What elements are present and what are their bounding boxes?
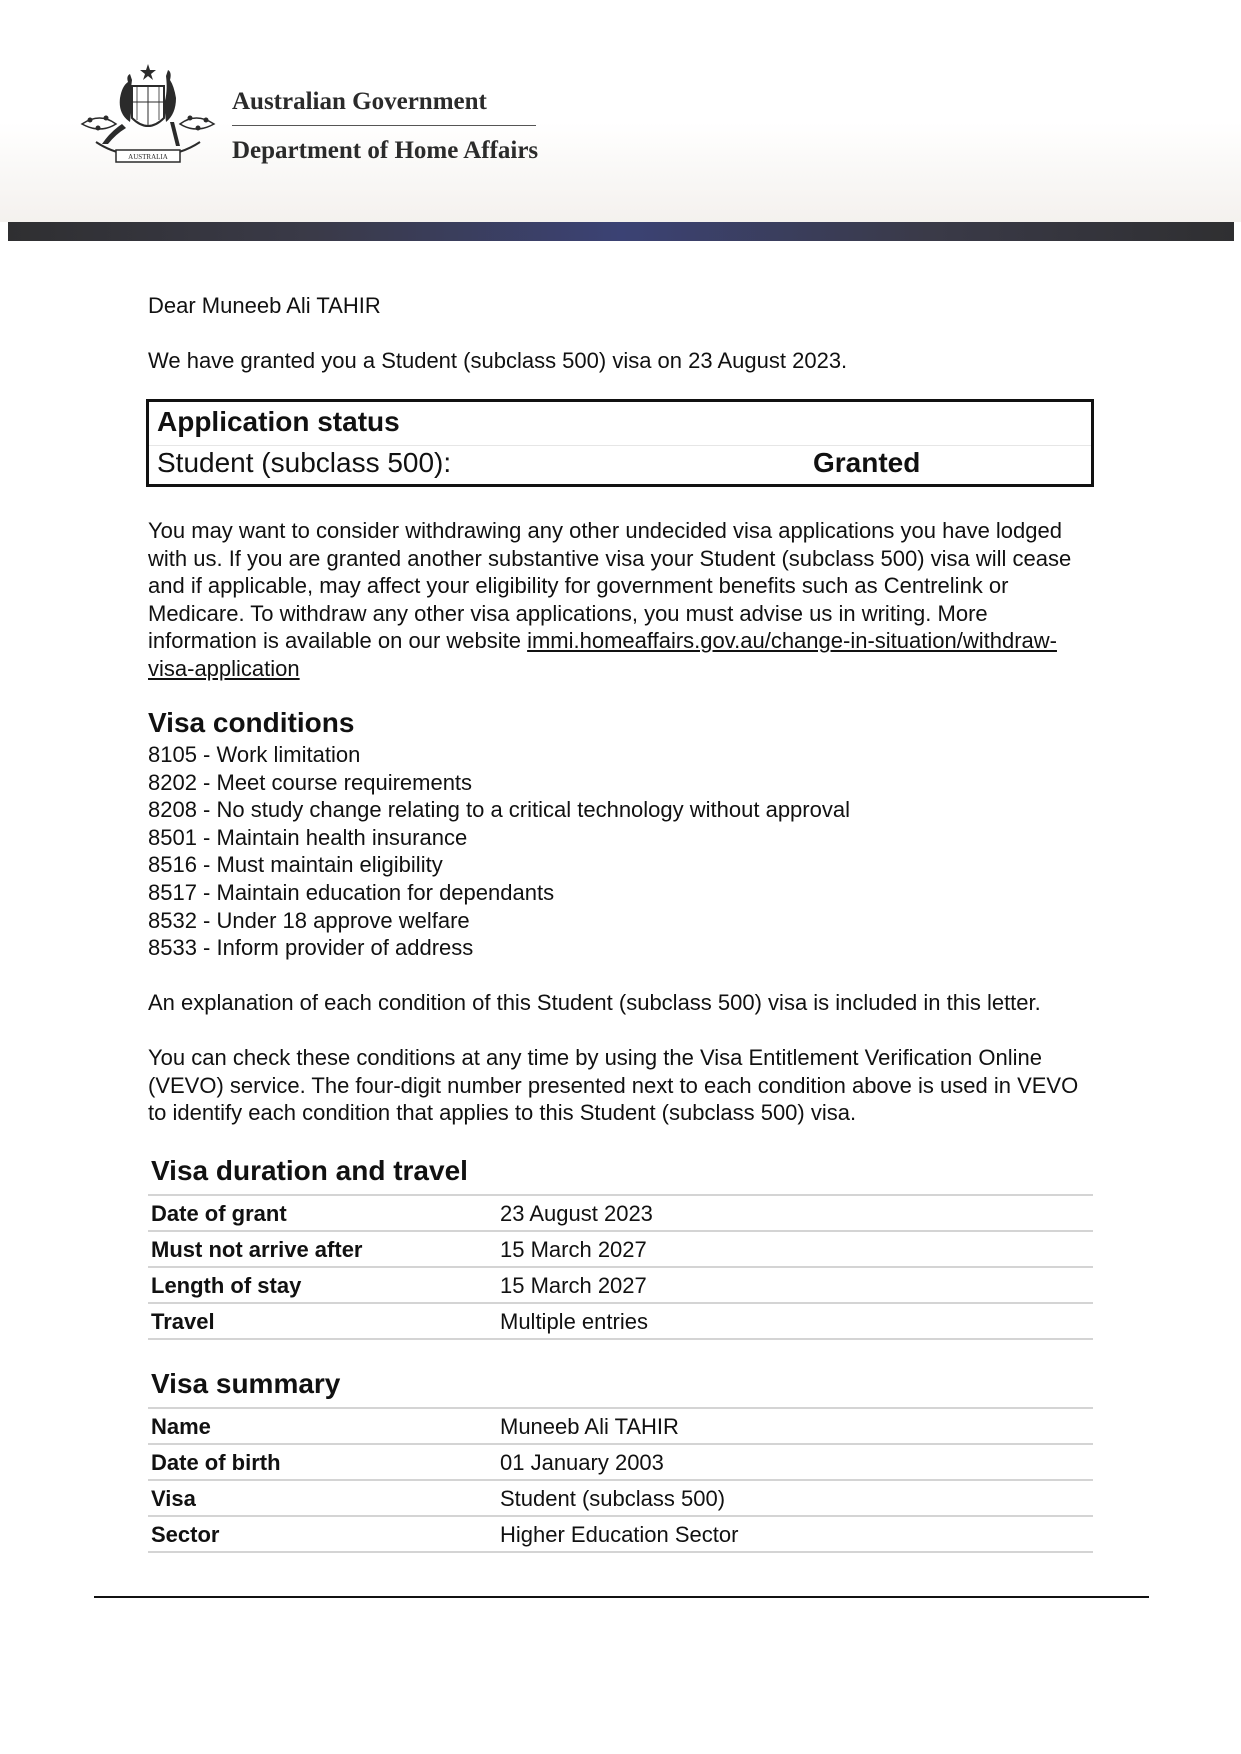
table-row [148, 1517, 1093, 1553]
table-row [148, 1409, 1093, 1445]
vevo-paragraph: You can check these conditions at any time by using the Visa Entitlement Verification Online (VEVO) service. The four-digit number presented next to each condition above is used in VEVO to identify each condition that applies to this Student (subclass 500) visa. [148, 1045, 1079, 1126]
condition-item: 8532 - Under 18 approve welfare [148, 907, 470, 933]
table-row [148, 1304, 1093, 1340]
table-row [148, 1481, 1093, 1517]
footer-divider [94, 1596, 1149, 1598]
condition-item: 8501 - Maintain health insurance [148, 824, 468, 850]
status-title: Application status [157, 406, 400, 437]
condition-item: 8533 - Inform provider of address [148, 935, 474, 961]
row-label: Sector [151, 1522, 220, 1547]
condition-item: 8516 - Must maintain eligibility [148, 852, 443, 878]
row-value: 01 January 2003 [500, 1450, 664, 1475]
letterhead [0, 0, 1241, 222]
row-label: Date of birth [151, 1450, 281, 1475]
conditions-explanation: An explanation of each condition of this Student (subclass 500) visa is included in this letter. [148, 990, 1041, 1015]
conditions-heading: Visa conditions [148, 707, 355, 738]
table-row [148, 1232, 1093, 1268]
condition-item: 8208 - No study change relating to a critical technology without approval [148, 797, 850, 823]
row-label: Visa [151, 1486, 196, 1511]
withdraw-paragraph [148, 517, 1088, 683]
row-value: 15 March 2027 [500, 1273, 647, 1298]
row-value: Multiple entries [500, 1309, 648, 1334]
duration-heading: Visa duration and travel [151, 1155, 468, 1186]
application-status-box [146, 399, 1094, 487]
summary-table [148, 1407, 1093, 1553]
row-label: Travel [151, 1309, 215, 1334]
status-divider [149, 445, 1091, 446]
row-label: Date of grant [151, 1201, 287, 1226]
condition-item: 8105 - Work limitation [148, 742, 361, 767]
government-title: Australian Government [232, 88, 487, 115]
withdraw-link[interactable]: immi.homeaffairs.gov.au/change-in-situation/withdraw-visa-application [148, 628, 1057, 681]
status-visa-label: Student (subclass 500): [157, 447, 452, 478]
status-value: Granted [813, 447, 921, 478]
table-row [148, 1196, 1093, 1232]
table-row [148, 1445, 1093, 1481]
department-title: Department of Home Affairs [232, 137, 539, 164]
row-label: Must not arrive after [151, 1237, 363, 1262]
summary-heading: Visa summary [151, 1368, 341, 1399]
duration-table [148, 1194, 1093, 1340]
row-label: Name [151, 1414, 211, 1439]
row-label: Length of stay [151, 1273, 302, 1298]
row-value: Higher Education Sector [500, 1522, 739, 1547]
conditions-list [148, 741, 850, 962]
withdraw-text: You may want to consider withdrawing any other undecided visa applications you have lodged with us. If you are granted another substantive visa your Student (subclass 500) visa will cease and if applicable, may affect your eligibility for government benefits such as Centrelink or Medicare. To withdraw any other visa applications, you must advise us in writing. More information is available on our website [148, 518, 1072, 654]
row-value: Muneeb Ali TAHIR [500, 1414, 679, 1439]
salutation: Dear Muneeb Ali TAHIR [148, 293, 381, 318]
row-value: Student (subclass 500) [500, 1486, 726, 1511]
row-value: 15 March 2027 [500, 1237, 647, 1262]
title-divider [232, 125, 536, 126]
condition-item: 8202 - Meet course requirements [148, 769, 473, 795]
grant-intro: We have granted you a Student (subclass 500) visa on 23 August 2023. [148, 348, 848, 373]
coat-of-arms-icon [76, 62, 220, 170]
header-bar [8, 222, 1234, 241]
condition-item: 8517 - Maintain education for dependants [148, 879, 555, 905]
svg-text:AUSTRALIA: AUSTRALIA [128, 153, 168, 161]
table-row [148, 1268, 1093, 1304]
row-value: 23 August 2023 [500, 1201, 653, 1226]
